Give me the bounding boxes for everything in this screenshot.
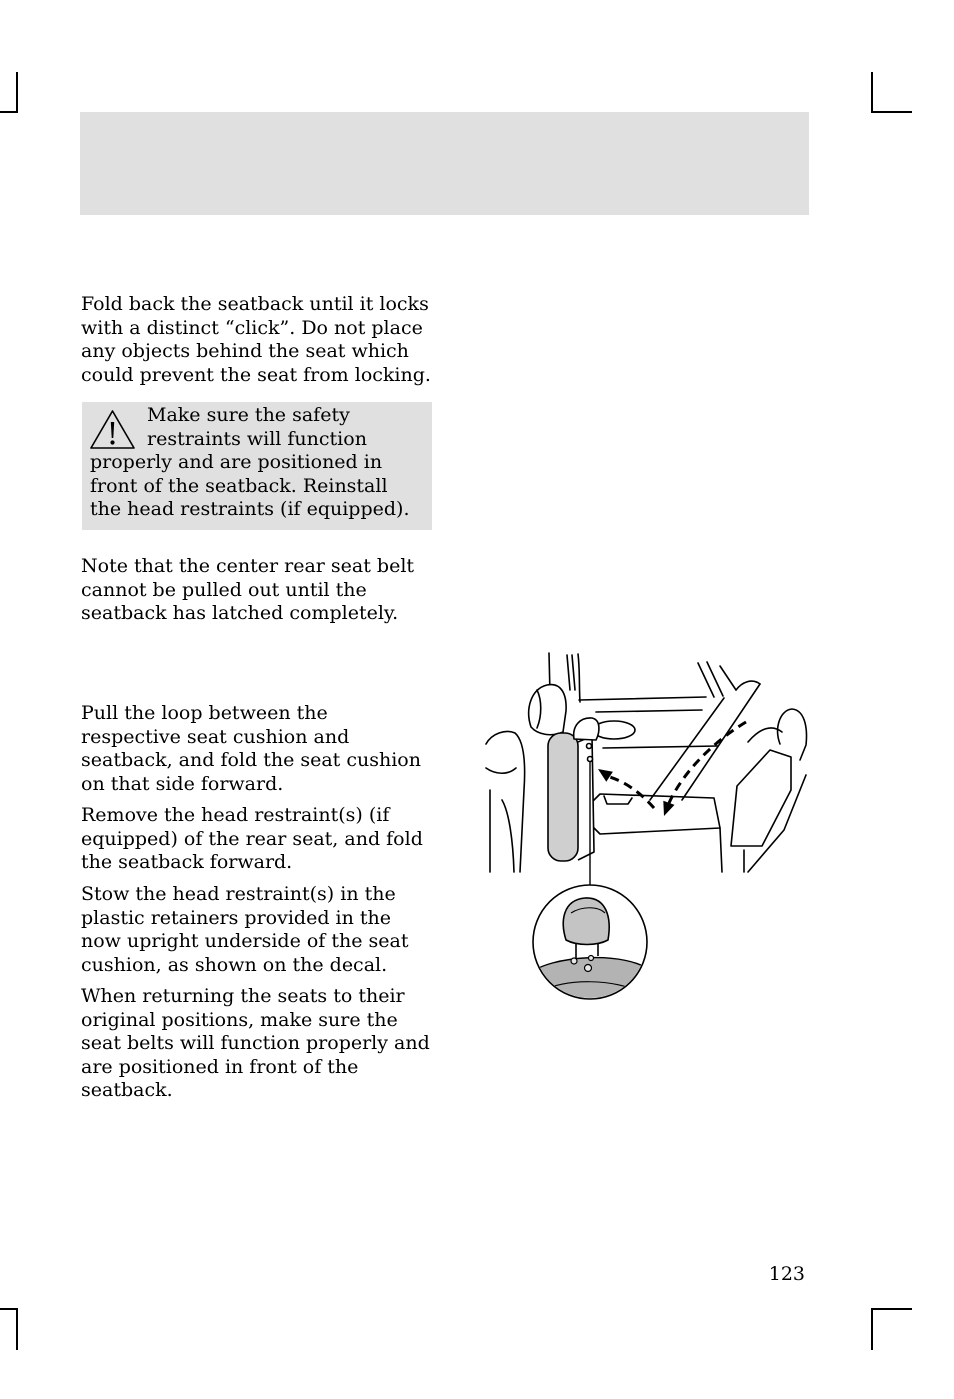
- page-number: 123: [768, 1263, 805, 1285]
- paragraph-fold-back: Fold back the seatback until it locks with a distinct “click”. Do not place any objects behind the seat which could prevent the seat from locking.: [81, 293, 431, 386]
- warning-triangle-icon: [90, 404, 147, 450]
- paragraph-center-belt-note: Note that the center rear seat belt cannot be pulled out until the seatback has latched completely.: [81, 555, 415, 624]
- rear-seat-folding-illustration: [485, 648, 810, 1004]
- crop-mark-bottom-left-vertical: [16, 1308, 18, 1350]
- crop-mark-top-left-vertical: [16, 72, 18, 113]
- headrest-stowage-inset: [528, 885, 652, 1004]
- header-band: [80, 112, 809, 215]
- paragraph-remove-head-restraint: Remove the head restraint(s) (if equipped) of the rear seat, and fold the seatback forward.: [81, 804, 423, 873]
- crop-mark-bottom-right-horizontal: [871, 1308, 912, 1310]
- warning-text: Make sure the safety restraints will function properly and are positioned in front of the seatback. Reinstall the head restraints (if equipped).: [90, 404, 410, 520]
- paragraph-stow-head-restraint: Stow the head restraint(s) in the plastic retainers provided in the now upright underside of the seat cushion, as shown on the decal.: [81, 883, 409, 976]
- paragraph-pull-loop: Pull the loop between the respective seat cushion and seatback, and fold the seat cushion on that side forward.: [81, 702, 421, 795]
- paragraph-returning-seats: When returning the seats to their original positions, make sure the seat belts will function properly and are positioned in front of the seatback.: [81, 985, 430, 1101]
- warning-box: [82, 402, 432, 530]
- fold-arrow-left-head: [598, 769, 613, 782]
- cabin-outline: [486, 653, 806, 872]
- crop-mark-top-left-horizontal: [0, 111, 18, 113]
- crop-mark-top-right-horizontal: [871, 111, 912, 113]
- crop-mark-bottom-right-vertical: [871, 1308, 873, 1350]
- folded-seatback: [548, 718, 599, 861]
- crop-mark-top-right-vertical: [871, 72, 873, 113]
